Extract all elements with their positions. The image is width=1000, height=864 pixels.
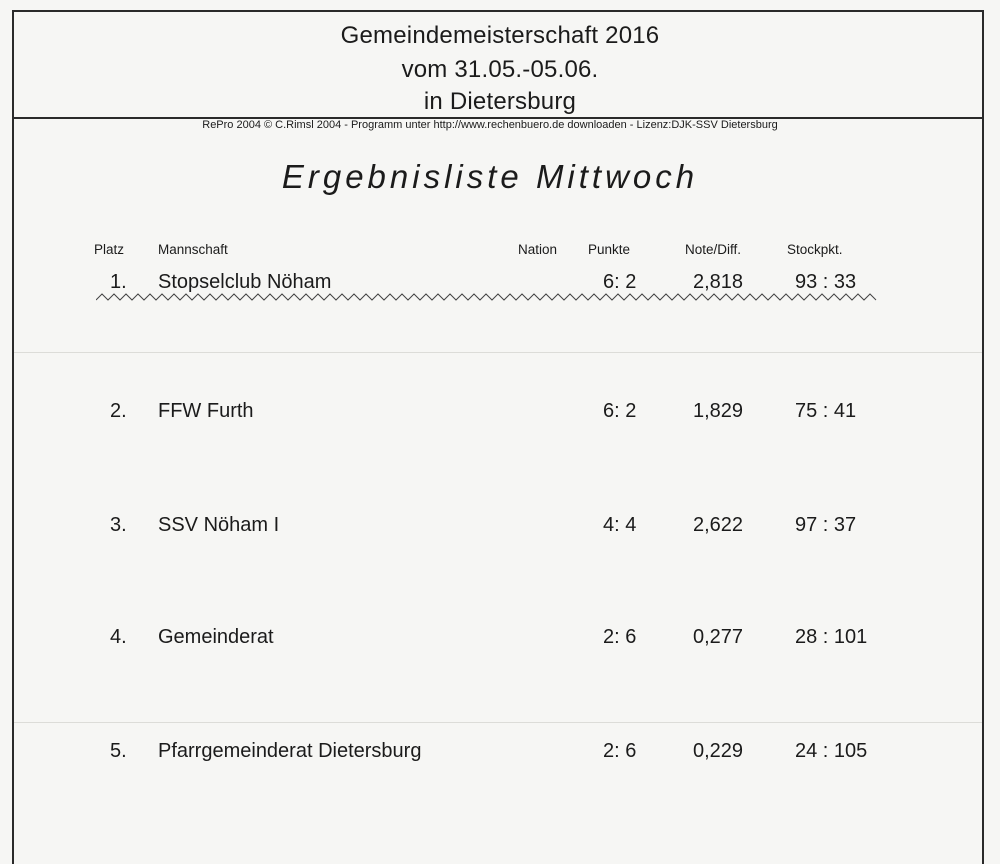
note-cell: 0,229 <box>693 740 744 762</box>
result-row <box>0 400 1000 430</box>
team-cell: Stopselclub Nöham <box>158 271 332 293</box>
column-header-stockpkt: Stockpkt. <box>787 242 843 257</box>
stock-points-cell: 97 : 37 <box>795 514 857 536</box>
rank-cell: 5. <box>110 740 127 762</box>
frame-left-border <box>12 10 14 864</box>
points-cell: 4: 4 <box>603 514 637 536</box>
points-cell: 6: 2 <box>603 400 637 422</box>
result-row <box>0 514 1000 544</box>
stock-points-cell: 28 : 101 <box>795 626 868 648</box>
team-cell: SSV Nöham I <box>158 514 280 536</box>
rank-cell: 4. <box>110 626 127 648</box>
stock-points-cell: 24 : 105 <box>795 740 868 762</box>
frame-top-border <box>12 10 984 12</box>
points-cell: 2: 6 <box>603 626 637 648</box>
document-title: Gemeindemeisterschaft 2016 <box>340 22 660 49</box>
note-cell: 2,622 <box>693 514 744 536</box>
document-dates: vom 31.05.-05.06. <box>401 56 599 83</box>
rank-cell: 2. <box>110 400 127 422</box>
team-cell: FFW Furth <box>158 400 254 422</box>
note-cell: 0,277 <box>693 626 744 648</box>
stock-points-cell: 75 : 41 <box>795 400 857 422</box>
column-header-platz: Platz <box>94 242 125 257</box>
column-header-punkte: Punkte <box>588 242 631 257</box>
paper-fold <box>14 722 982 723</box>
column-header-mannschaft: Mannschaft <box>158 242 228 257</box>
software-credit-line: RePro 2004 © C.Rimsl 2004 - Programm unter http://www.rechenbuero.de downloaden - Lizenz:DJK-SSV Dietersburg <box>202 119 778 131</box>
column-header-note: Note/Diff. <box>685 242 742 257</box>
rank-cell: 1. <box>110 271 127 293</box>
team-cell: Gemeinderat <box>158 626 274 648</box>
results-list-title: Ergebnisliste Mittwoch <box>281 158 699 195</box>
points-cell: 2: 6 <box>603 740 637 762</box>
zigzag-separator <box>96 293 880 301</box>
note-cell: 2,818 <box>693 271 744 293</box>
result-row <box>0 740 1000 770</box>
stock-points-cell: 93 : 33 <box>795 271 857 293</box>
points-cell: 6: 2 <box>603 271 637 293</box>
team-cell: Pfarrgemeinderat Dietersburg <box>158 740 422 762</box>
note-cell: 1,829 <box>693 400 744 422</box>
document-place: in Dietersburg <box>423 88 577 115</box>
column-header-nation: Nation <box>518 242 558 257</box>
frame-right-border <box>982 10 984 864</box>
paper-fold <box>14 352 982 353</box>
rank-cell: 3. <box>110 514 127 536</box>
result-row <box>0 626 1000 656</box>
